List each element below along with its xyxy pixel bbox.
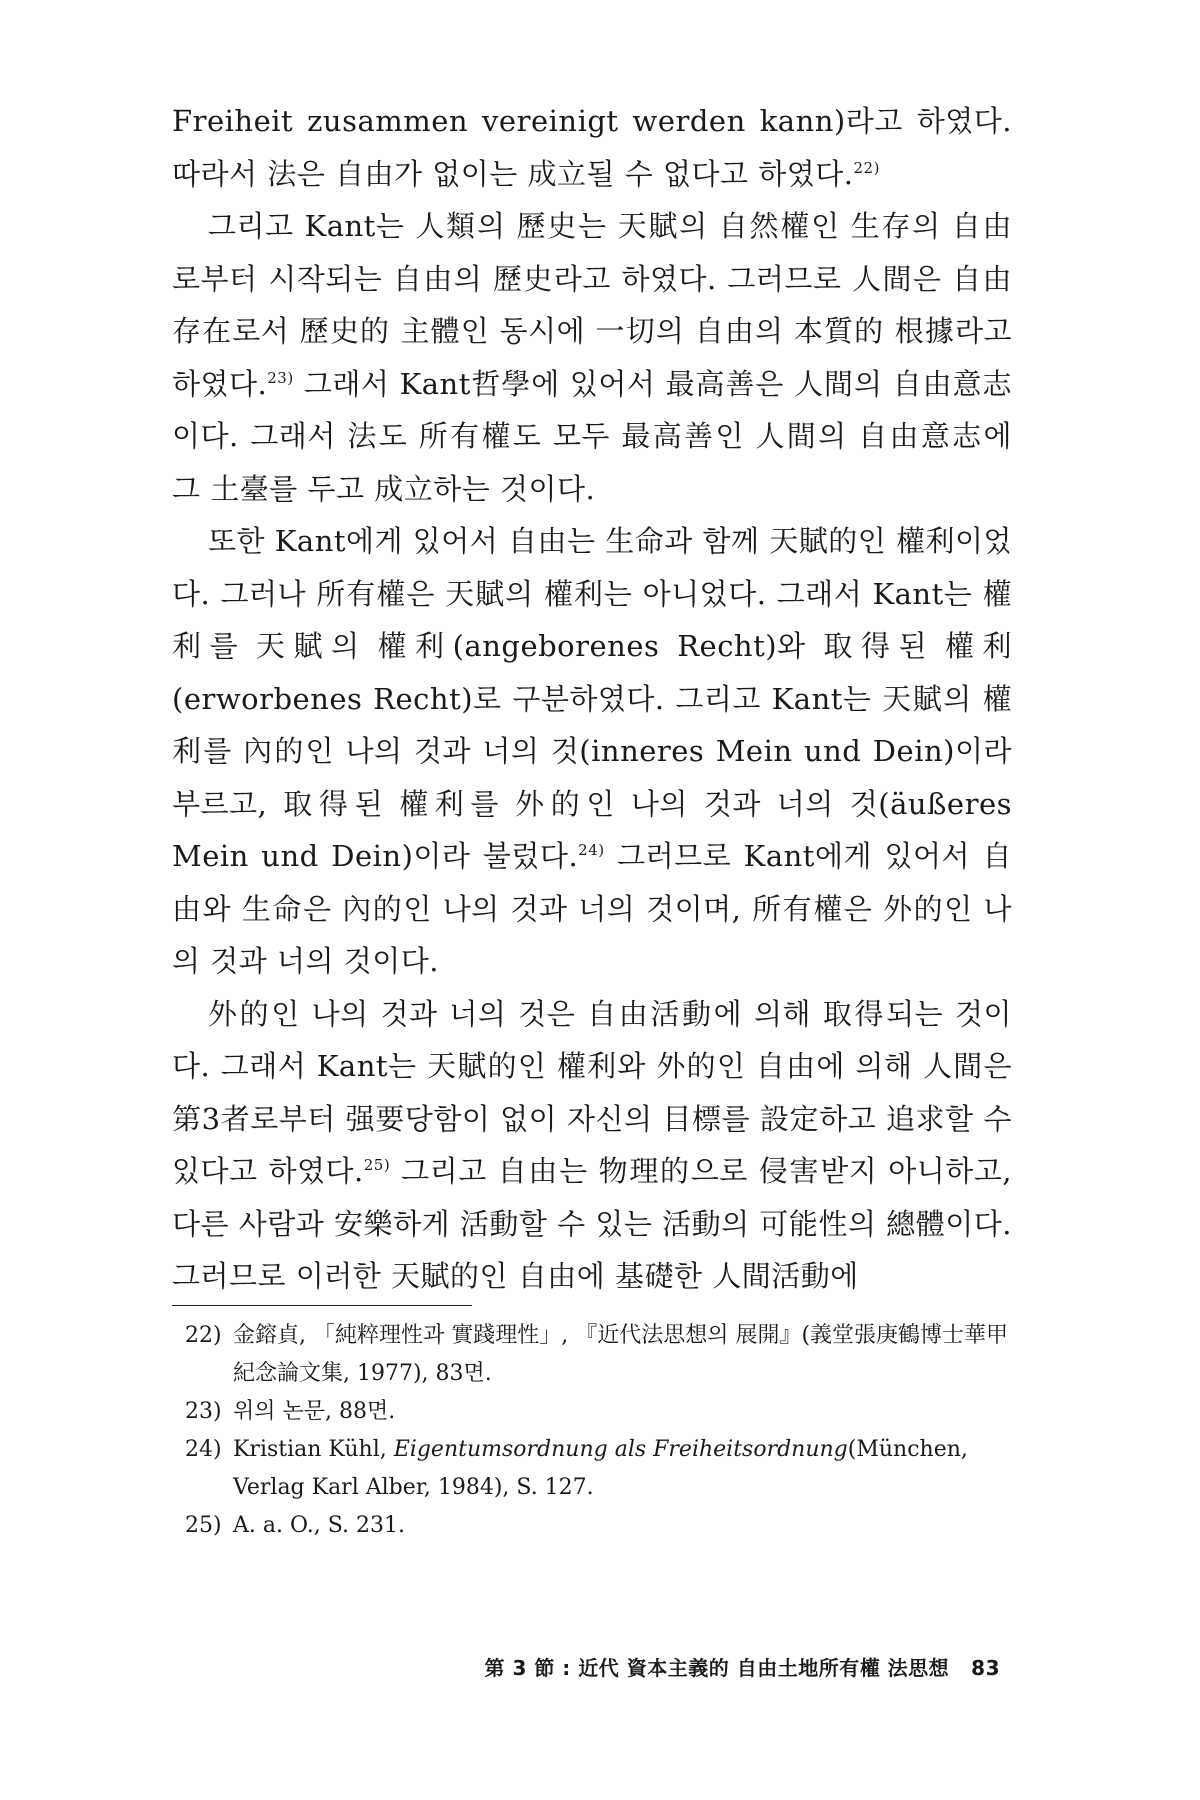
main-text bbox=[172, 95, 1012, 1303]
footnote-25 bbox=[185, 1507, 1015, 1545]
citation-publication: (München, Verlag Karl Alber, 1984), S. 127. bbox=[233, 1437, 968, 1500]
footnote-text: 金鎔貞, 「純粹理性과 實踐理性」, 『近代法思想의 展開』(義堂張庚鶴博士華甲紀念論文集, 1977), 83면. bbox=[233, 1323, 1009, 1386]
footnote-ref-25: 25) bbox=[363, 1156, 391, 1174]
paragraph-3 bbox=[172, 515, 1012, 988]
paragraph-4 bbox=[172, 988, 1012, 1303]
footnote-ref-22: 22) bbox=[853, 158, 880, 177]
citation-book-title: Eigentumsordnung als Freiheitsordnung bbox=[393, 1437, 848, 1462]
footnotes bbox=[185, 1317, 1015, 1545]
footnote-22 bbox=[185, 1317, 1015, 1393]
footnote-text bbox=[233, 1431, 1015, 1507]
footnote-23 bbox=[185, 1393, 1015, 1431]
paragraph-text: 外的인 나의 것과 너의 것은 自由活動에 의해 取得되는 것이다. 그래서 Kant는 天賦的인 權利와 外的인 自由에 의해 人間은 第3者로부터 强要당함이 없이 자신의 目標를 設定하고 追求할 수 있다고 하였다. bbox=[172, 996, 1012, 1188]
paragraph-text: Freiheit zusammen vereinigt werden kann)라고 하였다. 따라서 法은 自由가 없이는 成立될 수 없다고 하였다. bbox=[172, 104, 1012, 191]
footnote-ref-24: 24) bbox=[578, 841, 605, 859]
footnote-number: 23) bbox=[185, 1399, 222, 1424]
footnote-text: A. a. O., S. 231. bbox=[233, 1513, 405, 1538]
paragraph-text: 그리고 自由는 物理的으로 侵害받지 아니하고, 다른 사람과 安樂하게 活動할 수 있는 活動의 可能性의 總體이다. 그러므로 이러한 天賦的인 自由에 基礎한 人間活動에 bbox=[172, 1154, 1012, 1293]
paragraph-text: 그러므로 Kant에게 있어서 自由와 生命은 內的인 나의 것과 너의 것이며, 所有權은 外的인 나의 것과 너의 것이다. bbox=[172, 839, 1012, 978]
footnote-divider bbox=[172, 1305, 472, 1306]
footnote-24 bbox=[185, 1431, 1015, 1507]
paragraph-text: 그래서 Kant哲學에 있어서 最高善은 人間의 自由意志이다. 그래서 法도 所有權도 모두 最高善인 人間의 自由意志에 그 土臺를 두고 成立하는 것이다. bbox=[172, 366, 1012, 506]
paragraph-text: 또한 Kant에게 있어서 自由는 生命과 함께 天賦的인 權利이었다. 그러나 所有權은 天賦의 權利는 아니었다. 그래서 Kant는 權利를 天賦의 權利(angeborenes Recht)와 取得된 權利(erworbenes Recht)로 구분하였다. 그리고 Kant는 天賦의 權利를 內的인 나의 것과 너의 것(inneres Mein und Dein)이라 부르고, 取得된 權利를 外的인 나의 것과 너의 것(äußeres Mein und Dein)이라 불렀다. bbox=[172, 524, 1013, 873]
footnote-number: 24) bbox=[185, 1437, 222, 1462]
footnote-number: 25) bbox=[185, 1513, 222, 1538]
footnote-number: 22) bbox=[185, 1323, 222, 1348]
citation-author: Kristian Kühl, bbox=[233, 1437, 394, 1462]
running-footer bbox=[485, 1652, 1001, 1681]
page-number: 83 bbox=[971, 1656, 1000, 1680]
paragraph-text: 그리고 Kant는 人類의 歷史는 天賦의 自然權인 生存의 自由로부터 시작되는 自由의 歷史라고 하였다. 그러므로 人間은 自由存在로서 歷史的 主體인 동시에 一切의 自由의 本質的 根據라고 하였다. bbox=[172, 209, 1012, 401]
footnote-ref-23: 23) bbox=[267, 368, 294, 387]
section-title: 第 3 節 : 近代 資本主義的 自由土地所有權 法思想 bbox=[484, 1656, 950, 1680]
footnote-text: 위의 논문, 88면. bbox=[233, 1399, 396, 1424]
paragraph-1 bbox=[172, 95, 1012, 200]
paragraph-2 bbox=[172, 200, 1012, 515]
